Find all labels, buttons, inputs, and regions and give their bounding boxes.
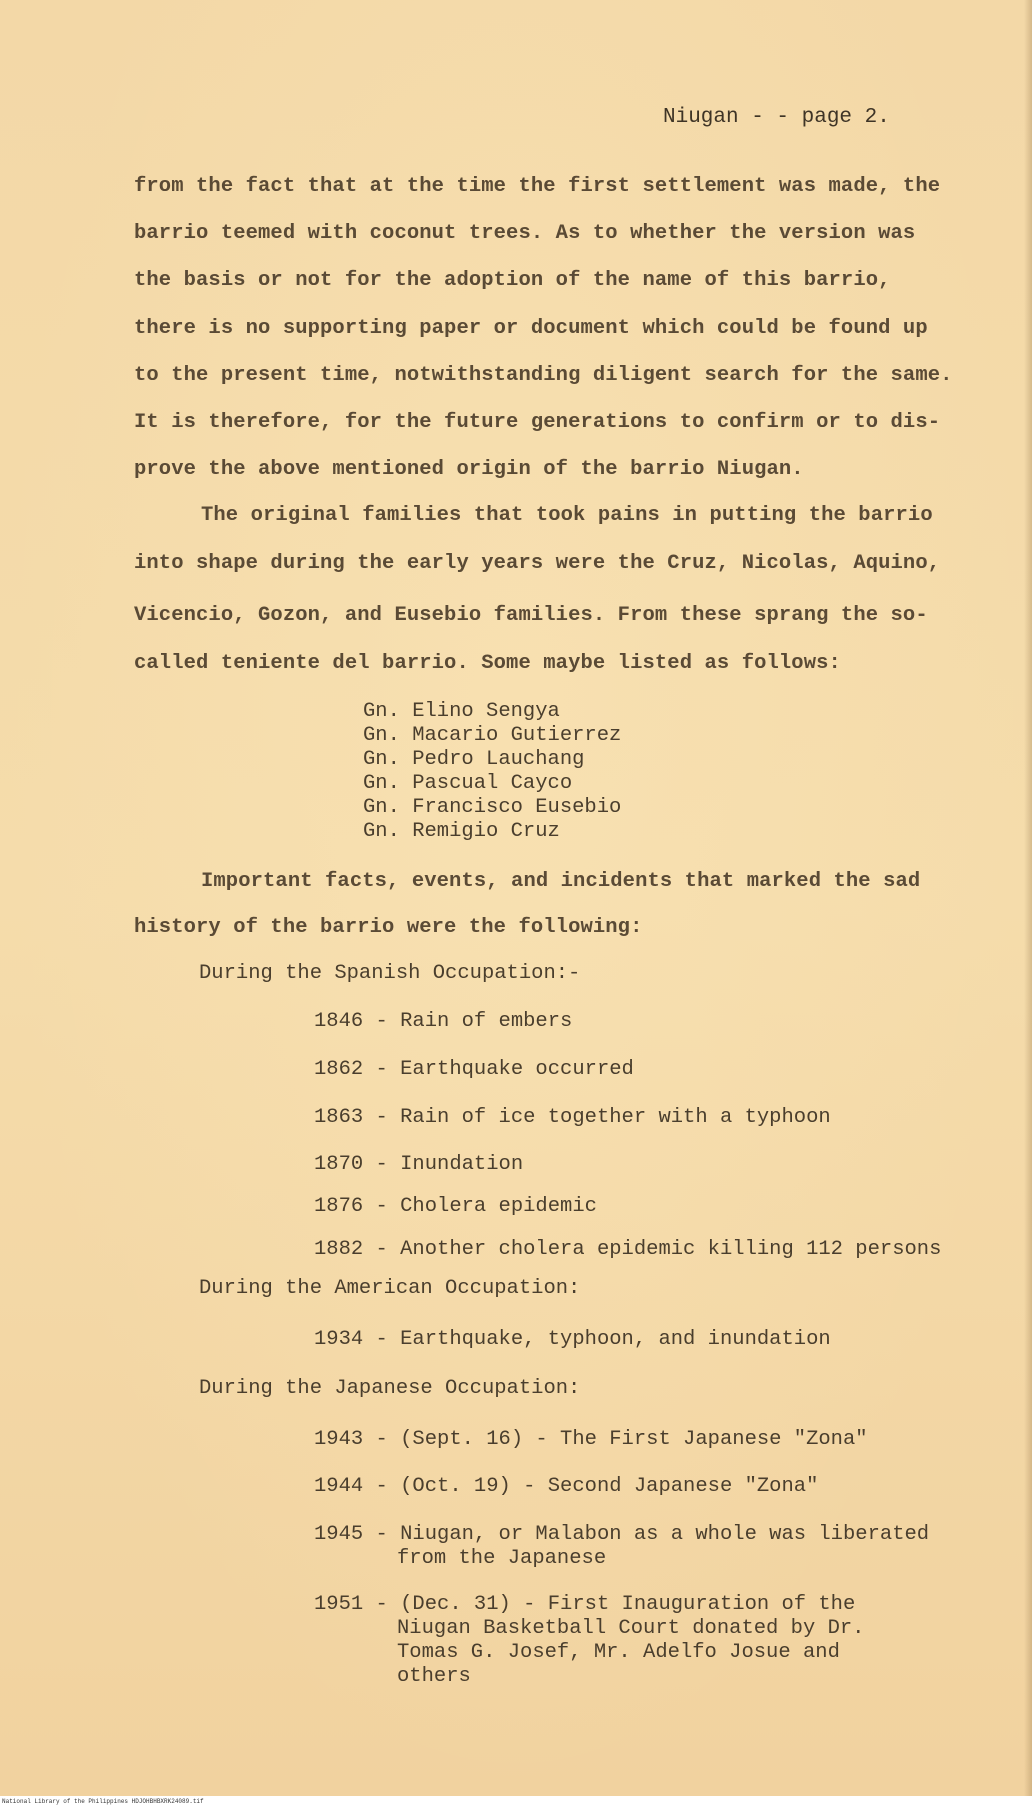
event-line: Niugan Basketball Court donated by Dr. xyxy=(397,1617,865,1640)
event-item: 1876 - Cholera epidemic xyxy=(314,1195,597,1218)
event-line: 1945 - Niugan, or Malabon as a whole was liberated xyxy=(314,1523,930,1546)
event-item: 1934 - Earthquake, typhoon, and inundation xyxy=(314,1328,831,1351)
event-item: 1863 - Rain of ice together with a typhoon xyxy=(314,1106,831,1129)
paragraph-line: the basis or not for the adoption of the name of this barrio, xyxy=(134,269,891,292)
paragraph-line: into shape during the early years were the Cruz, Nicolas, Aquino, xyxy=(134,552,941,575)
paragraph-line: to the present time, notwithstanding diligent search for the same. xyxy=(134,364,953,387)
teniente-names-list xyxy=(363,700,621,844)
event-item: 1882 - Another cholera epidemic killing 112 persons xyxy=(314,1238,942,1261)
list-item: Gn. Macario Gutierrez xyxy=(363,724,622,747)
section-heading-american: During the American Occupation: xyxy=(199,1277,581,1300)
paragraph-line: there is no supporting paper or document which could be found up xyxy=(134,317,928,340)
paragraph-line: It is therefore, for the future generations to confirm or to dis- xyxy=(134,411,941,434)
event-item: 1943 - (Sept. 16) - The First Japanese "Zona" xyxy=(314,1428,868,1451)
list-item: Gn. Remigio Cruz xyxy=(363,820,560,843)
scan-footer: National Library of the Philippines HDJOHBHBXRK24089.tif xyxy=(0,1796,1032,1808)
section-heading-japanese: During the Japanese Occupation: xyxy=(199,1377,581,1400)
paragraph-line: called teniente del barrio. Some maybe listed as follows: xyxy=(134,652,841,675)
event-line: Tomas G. Josef, Mr. Adelfo Josue and xyxy=(397,1641,840,1664)
event-item xyxy=(314,1523,929,1571)
event-item xyxy=(314,1593,864,1689)
event-item: 1870 - Inundation xyxy=(314,1153,524,1176)
list-item: Gn. Francisco Eusebio xyxy=(363,796,622,819)
event-item: 1862 - Earthquake occurred xyxy=(314,1058,634,1081)
event-line: from the Japanese xyxy=(397,1547,607,1570)
event-item: 1944 - (Oct. 19) - Second Japanese "Zona" xyxy=(314,1475,819,1498)
list-item: Gn. Elino Sengya xyxy=(363,700,560,723)
page-header: Niugan - - page 2. xyxy=(663,106,890,129)
list-item: Gn. Pedro Lauchang xyxy=(363,748,585,771)
paragraph-line: from the fact that at the time the first settlement was made, the xyxy=(134,175,941,198)
paragraph-line: prove the above mentioned origin of the barrio Niugan. xyxy=(134,458,804,481)
section-heading-spanish: During the Spanish Occupation:- xyxy=(199,962,581,985)
paragraph-line: The original families that took pains in putting the barrio xyxy=(201,504,933,527)
paragraph-line: history of the barrio were the following: xyxy=(134,916,643,939)
event-line: others xyxy=(397,1665,471,1688)
paragraph-line: barrio teemed with coconut trees. As to whether the version was xyxy=(134,222,916,245)
list-item: Gn. Pascual Cayco xyxy=(363,772,573,795)
event-line: 1951 - (Dec. 31) - First Inauguration of the xyxy=(314,1593,856,1616)
paragraph-line: Important facts, events, and incidents that marked the sad xyxy=(201,870,921,893)
page-edge-shadow xyxy=(1024,0,1032,1796)
paragraph-line: Vicencio, Gozon, and Eusebio families. From these sprang the so- xyxy=(134,604,928,627)
event-item: 1846 - Rain of embers xyxy=(314,1010,573,1033)
